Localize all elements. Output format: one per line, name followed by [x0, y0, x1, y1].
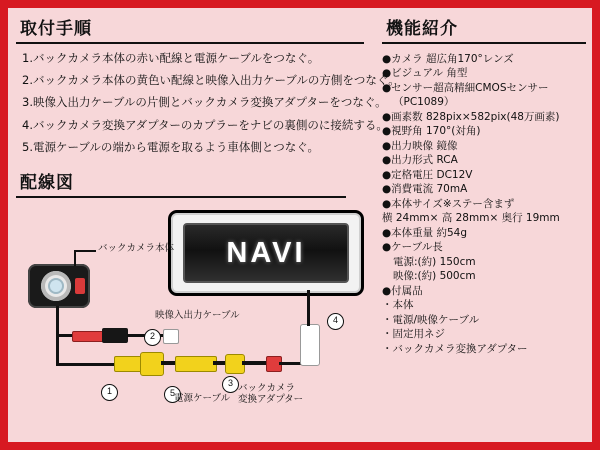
wiring-diagram: [16, 206, 368, 421]
cable-adapter: [242, 361, 268, 365]
list-item: ●消費電流 70mA: [382, 183, 468, 196]
list-item: 2.バックカメラ本体の黄色い配線と映像入出力ケーブルの方側をつなぐ。: [22, 73, 400, 88]
cable-camera-right: [56, 363, 116, 366]
list-item: ●画素数 828pix×582pix(48万画素): [382, 110, 560, 123]
features-header: [382, 14, 586, 44]
list-item: （PC1089）: [393, 96, 455, 109]
connector-navi-plug: [300, 324, 320, 366]
callout-number-1: 1: [101, 384, 118, 401]
list-item: ・本体: [382, 299, 414, 312]
install-steps-list: [16, 51, 400, 154]
list-item: ●センサー超高精細CMOSセンサー: [382, 81, 549, 94]
list-item: ●定格電圧 DC12V: [382, 168, 473, 181]
callout-adapter-label-1: バックカメラ: [238, 383, 296, 395]
install-steps-header: [16, 14, 364, 44]
list-item: ・固定用ネジ: [382, 328, 445, 341]
right-column: [382, 14, 586, 434]
list-item: ●視野角 170°(対角): [382, 125, 481, 138]
list-item: ●付属品: [382, 284, 423, 297]
install-steps-title: 取付手順: [20, 19, 92, 39]
callout-video-cable-label: 映像入出力ケーブル: [155, 310, 240, 322]
list-item: 5.電源ケーブルの端から電源を取るよう車体側とつなぐ。: [22, 139, 319, 154]
list-item: ●出力映像 鏡像: [382, 139, 458, 152]
left-column: [16, 14, 400, 434]
list-item: ●本体サイズ※ステー含まず: [382, 197, 515, 210]
callout-camera-label: バックカメラ本体: [98, 243, 175, 255]
callout-number-3: 3: [222, 376, 239, 393]
camera-body: [28, 264, 90, 308]
connector-black-power: [102, 328, 128, 343]
connector-power-end: [163, 329, 179, 344]
wiring-diagram-header: [16, 168, 346, 198]
list-item: ●出力形式 RCA: [382, 154, 458, 167]
camera-leader-line-2: [74, 250, 96, 252]
camera-connector-tab: [75, 278, 85, 294]
list-item: ・電源/映像ケーブル: [382, 313, 480, 326]
wiring-title-divider: [16, 196, 346, 198]
list-item: ●本体重量 約54g: [382, 226, 468, 239]
navi-screen: [183, 223, 349, 283]
cable-navi-up: [307, 290, 310, 326]
spec-list: [382, 52, 586, 356]
title-divider: [16, 42, 364, 44]
navi-unit: [168, 210, 364, 296]
camera-lens-icon: [41, 271, 71, 301]
features-divider: [382, 42, 586, 44]
list-item: ・バックカメラ変換アダプター: [382, 342, 528, 355]
list-item: ●ビジュアル 角型: [382, 67, 468, 80]
list-item: 3.映像入出力ケーブルの片側とバックカメラ変換アダプターをつなぐ。: [22, 95, 387, 110]
features-title: 機能紹介: [386, 19, 458, 39]
callout-number-4: 4: [327, 313, 344, 330]
list-item: 1.バックカメラ本体の赤い配線と電源ケーブルをつなぐ。: [22, 51, 320, 65]
callout-adapter-label-2: 変換アダプター: [238, 394, 304, 406]
connector-red-1: [72, 331, 104, 342]
connector-yellow-2: [175, 356, 217, 372]
callout-number-2: 2: [144, 329, 161, 346]
callout-power-cable-label: 電源ケーブル: [174, 393, 231, 405]
poster-inner-panel: [8, 8, 592, 442]
callout-number-5: 5: [164, 386, 181, 403]
wiring-diagram-title: 配線図: [20, 173, 74, 194]
list-item: 電源:(約) 150cm: [393, 255, 476, 268]
list-item: 映像:(約) 500cm: [393, 270, 476, 283]
list-item: ●カメラ 超広角170°レンズ: [382, 53, 514, 65]
cable-adapter-right: [279, 362, 301, 365]
camera-leader-line: [74, 250, 76, 266]
list-item: 横 24mm× 高 28mm× 奥行 19mm: [382, 212, 560, 225]
navi-screen-label: NAVI: [226, 236, 306, 269]
list-item: 4.バックカメラ変換アダプターのカプラーをナビの裏側のに接続する。: [22, 117, 388, 132]
list-item: ●ケーブル長: [382, 241, 443, 254]
